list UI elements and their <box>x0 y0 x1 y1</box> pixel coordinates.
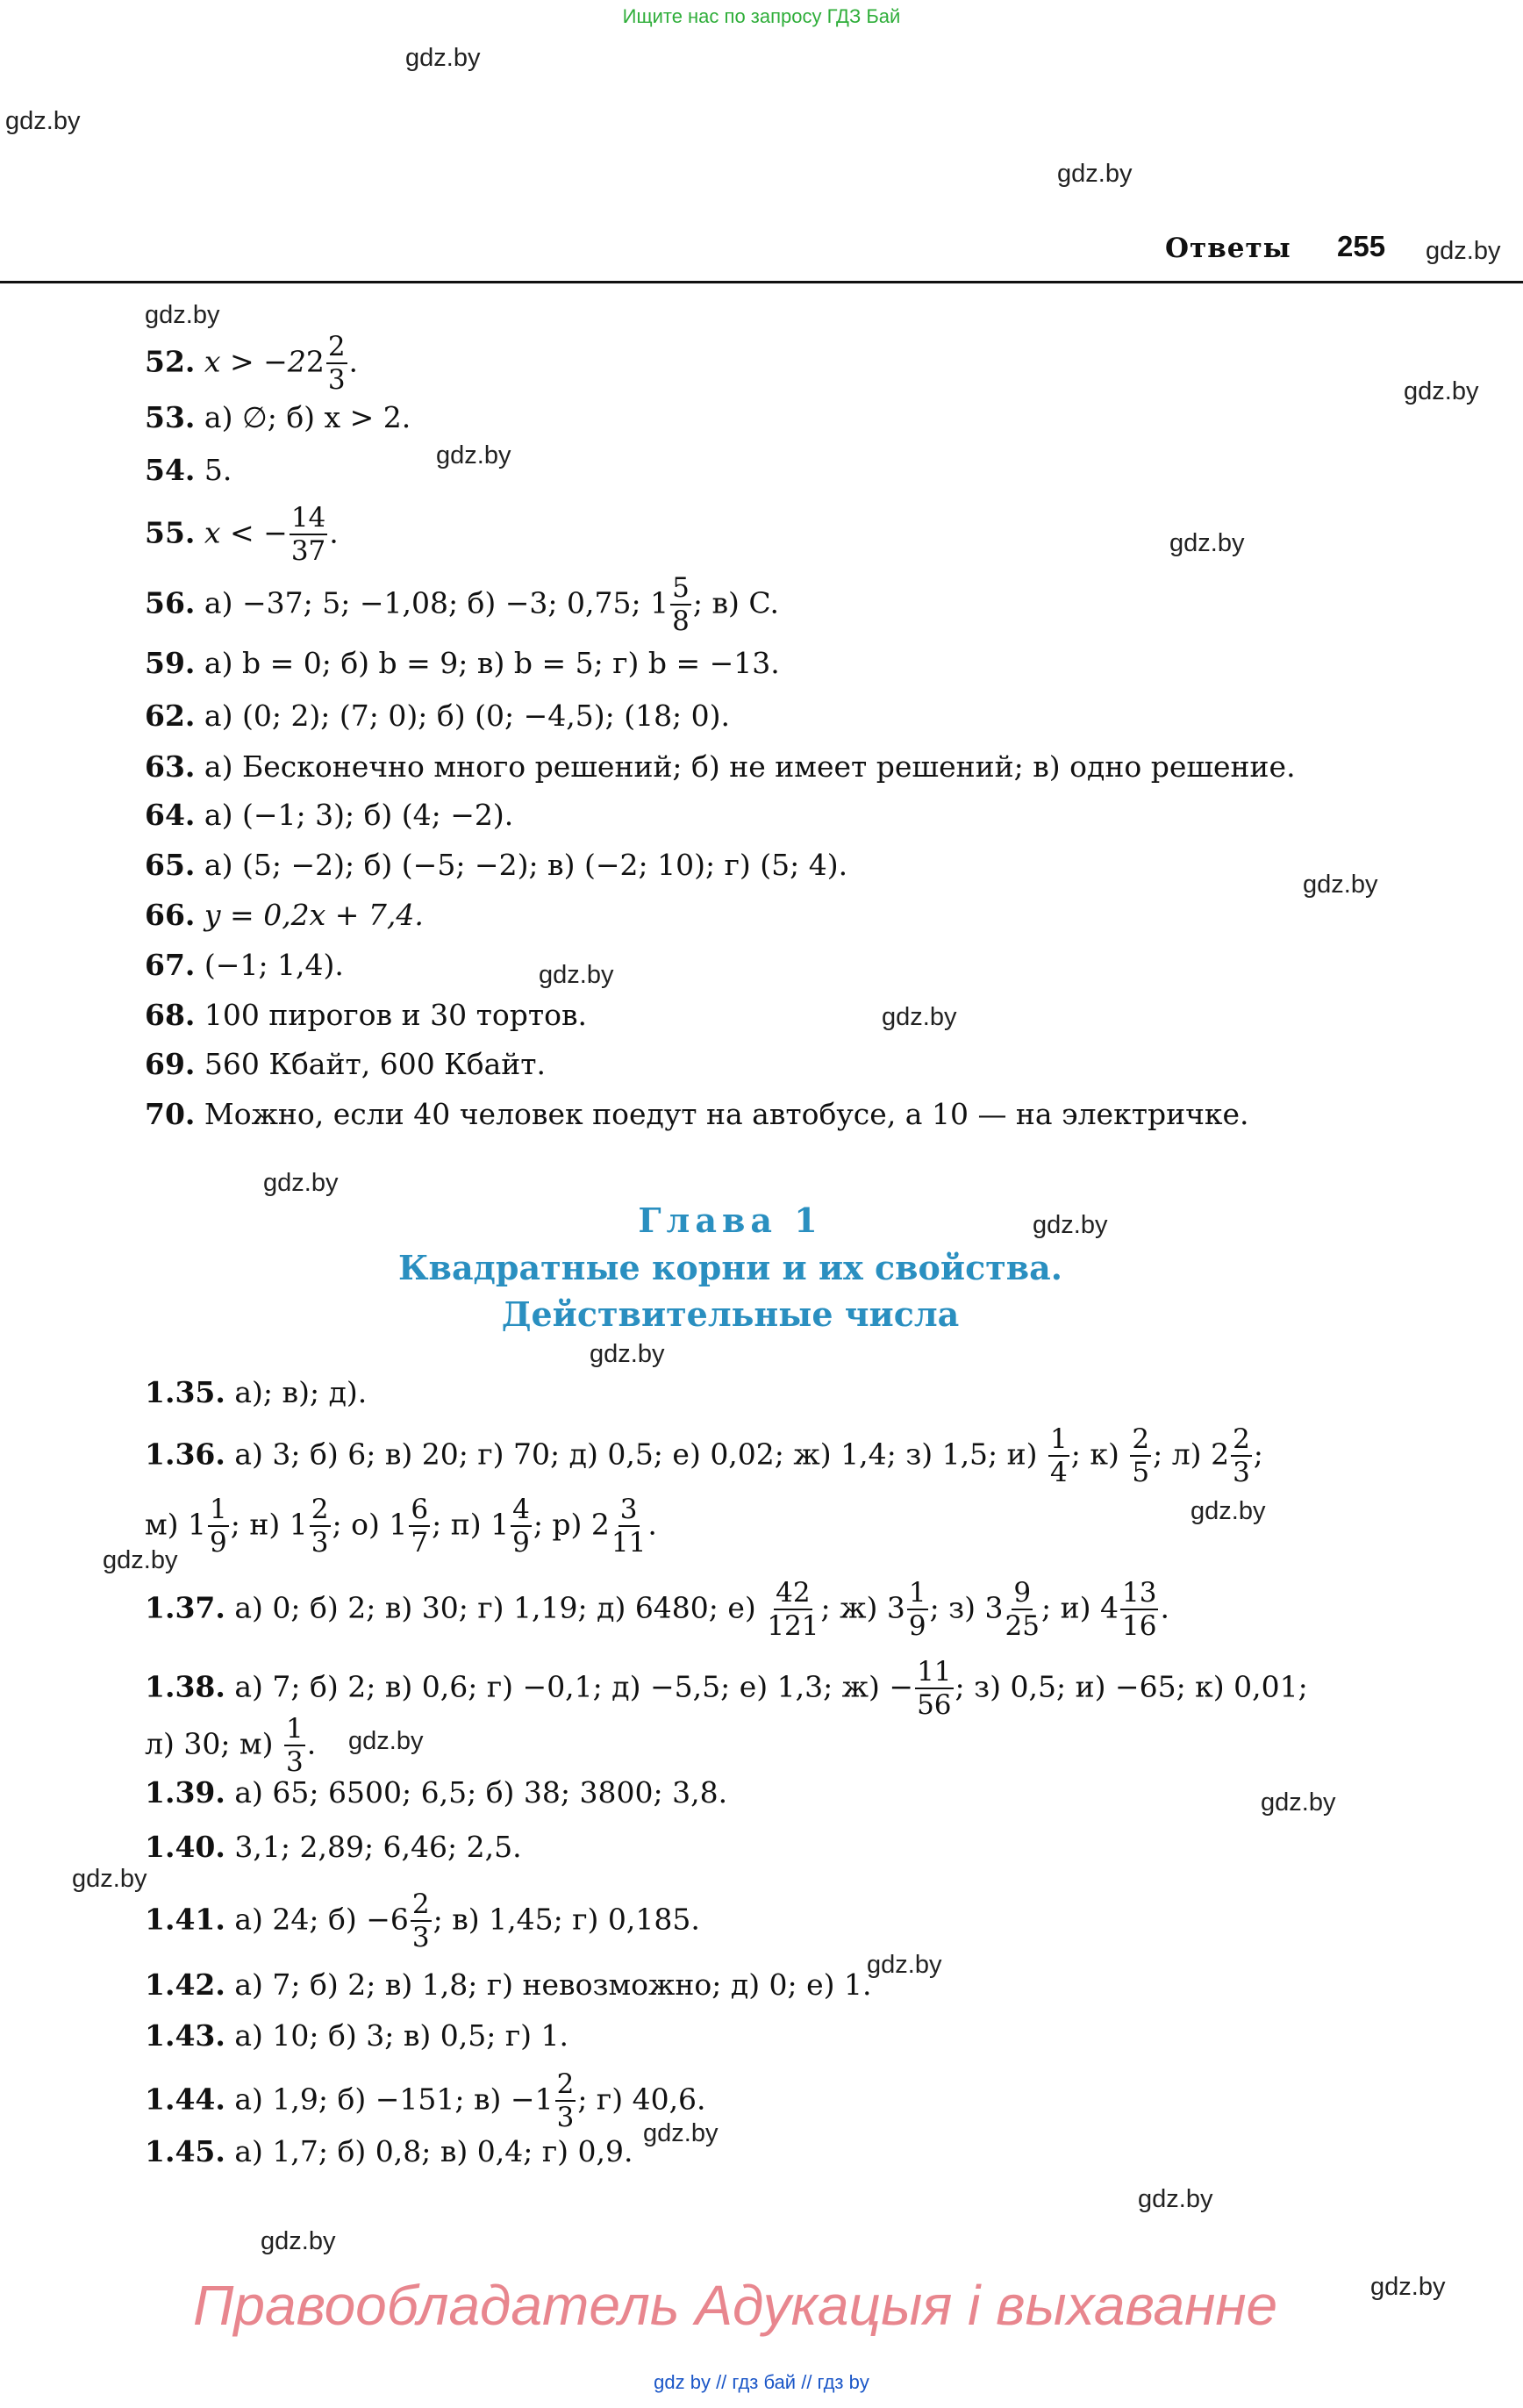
watermark: gdz.by <box>882 1003 957 1031</box>
answer-56: 56. а) −37; 5; −1,08; б) −3; 0,75; 1 $\frac{5}{8}$ ; в) C. <box>145 572 779 637</box>
answer-67: 67. (−1; 1,4). <box>145 948 344 982</box>
watermark: gdz.by <box>145 301 220 329</box>
watermark: gdz.by <box>103 1546 178 1574</box>
chapter-title-line2: Действительные числа <box>501 1294 960 1334</box>
answer-64: 64. а) (−1; 3); б) (4; −2). <box>145 798 514 832</box>
answer-53: 53. а) ∅; б) x > 2. <box>145 400 411 434</box>
watermark: gdz.by <box>72 1865 147 1893</box>
answer-1-45: 1.45. а) 1,7; б) 0,8; в) 0,4; г) 0,9. <box>145 2134 633 2168</box>
answer-1-39: 1.39. а) 65; 6500; 6,5; б) 38; 3800; 3,8. <box>145 1775 728 1810</box>
watermark: gdz.by <box>1191 1497 1266 1525</box>
answer-66: 66. y = 0,2x + 7,4. <box>145 898 424 932</box>
answer-1-44: 1.44. а) 1,9; б) −151; в) −1 $\frac{2}{3}$ ; г) 40,6. <box>145 2068 706 2133</box>
watermark: gdz.by <box>1370 2273 1446 2301</box>
answer-1-42: 1.42. а) 7; б) 2; в) 1,8; г) невозможно; д) 0; е) 1. <box>145 1967 872 2002</box>
watermark: gdz.by <box>1303 871 1378 899</box>
watermark: gdz.by <box>263 1169 339 1197</box>
answer-54: 54. 5. <box>145 453 232 487</box>
answer-1-37: 1.37. а) 0; б) 2; в) 30; г) 1,19; д) 6480; е) $\frac{42}{121}$ ; ж) 3 $\frac{1}{9}$ ; з) 3 $\frac{9}{25}$ ; и) 4 $\frac{13}{16}$ . <box>145 1577 1169 1642</box>
answer-63: 63. а) Бесконечно много решений; б) не имеет решений; в) одно решение. <box>145 749 1296 784</box>
answer-52: 52. x > −22 $\frac{2}{3}$ . <box>145 331 359 396</box>
watermark: gdz.by <box>643 2119 719 2147</box>
answer-69: 69. 560 Кбайт, 600 Кбайт. <box>145 1047 547 1081</box>
answer-1-41: 1.41. а) 24; б) −6 $\frac{2}{3}$ ; в) 1,45; г) 0,185. <box>145 1888 700 1953</box>
watermark: gdz.by <box>5 107 81 135</box>
answer-1-36-line1: 1.36. а) 3; б) 6; в) 20; г) 70; д) 0,5; е) 0,02; ж) 1,4; з) 1,5; и) $\frac{1}{4}$ ; к) $\frac{2}{5}$ ; л) 2 $\frac{2}{3}$ ; <box>145 1423 1263 1488</box>
chapter-title-line1: Квадратные корни и их свойства. <box>397 1248 1063 1287</box>
watermark: gdz.by <box>1169 529 1245 557</box>
answer-1-40: 1.40. 3,1; 2,89; 6,46; 2,5. <box>145 1830 522 1864</box>
top-banner[interactable]: Ищите нас по запросу ГДЗ Бай <box>622 5 901 27</box>
answer-1-35: 1.35. а); в); д). <box>145 1375 368 1409</box>
answer-1-38-line1: 1.38. а) 7; б) 2; в) 0,6; г) −0,1; д) −5,5; е) 1,3; ж) − $\frac{11}{56}$ ; з) 0,5; и) −65; к) 0,01; <box>145 1656 1308 1721</box>
watermark: gdz.by <box>1426 237 1501 265</box>
answer-68: 68. 100 пирогов и 30 тортов. <box>145 998 588 1032</box>
copyright-notice: Правообладатель Адукацыя і выхаванне <box>193 2274 1278 2337</box>
watermark: gdz.by <box>348 1727 424 1755</box>
header-rule <box>0 281 1523 283</box>
watermark: gdz.by <box>261 2227 336 2255</box>
watermark: gdz.by <box>436 441 511 469</box>
answer-65: 65. а) (5; −2); б) (−5; −2); в) (−2; 10); г) (5; 4). <box>145 848 848 882</box>
watermark: gdz.by <box>1261 1788 1336 1817</box>
answer-59: 59. а) b = 0; б) b = 9; в) b = 5; г) b = −13. <box>145 646 780 680</box>
answer-1-38-line2: л) 30; м) $\frac{1}{3}$ . <box>145 1713 317 1778</box>
answer-62: 62. а) (0; 2); (7; 0); б) (0; −4,5); (18; 0). <box>145 699 731 733</box>
watermark: gdz.by <box>1404 377 1479 405</box>
watermark: gdz.by <box>1033 1211 1108 1239</box>
answer-55: 55. x < − $\frac{14}{37}$ . <box>145 502 339 567</box>
page-number: 255 <box>1337 230 1386 262</box>
chapter-label: Глава 1 <box>638 1200 823 1240</box>
watermark: gdz.by <box>405 44 481 72</box>
watermark: gdz.by <box>590 1340 665 1368</box>
watermark: gdz.by <box>1138 2185 1213 2213</box>
watermark: gdz.by <box>867 1951 942 1979</box>
watermark: gdz.by <box>1057 160 1133 188</box>
running-header-title: Ответы <box>1165 233 1291 264</box>
answer-1-43: 1.43. а) 10; б) 3; в) 0,5; г) 1. <box>145 2018 569 2053</box>
answer-1-36-line2: м) 1 $\frac{1}{9}$ ; н) 1 $\frac{2}{3}$ ; о) 1 $\frac{6}{7}$ ; п) 1 $\frac{4}{9}$ ; р) 2 $\frac{3}{11}$ . <box>145 1494 657 1559</box>
watermark: gdz.by <box>539 961 614 989</box>
answer-70: 70. Можно, если 40 человек поедут на автобусе, а 10 — на электричке. <box>145 1097 1249 1131</box>
footer-links[interactable]: gdz by // гдз бай // гдз by <box>654 2371 869 2393</box>
